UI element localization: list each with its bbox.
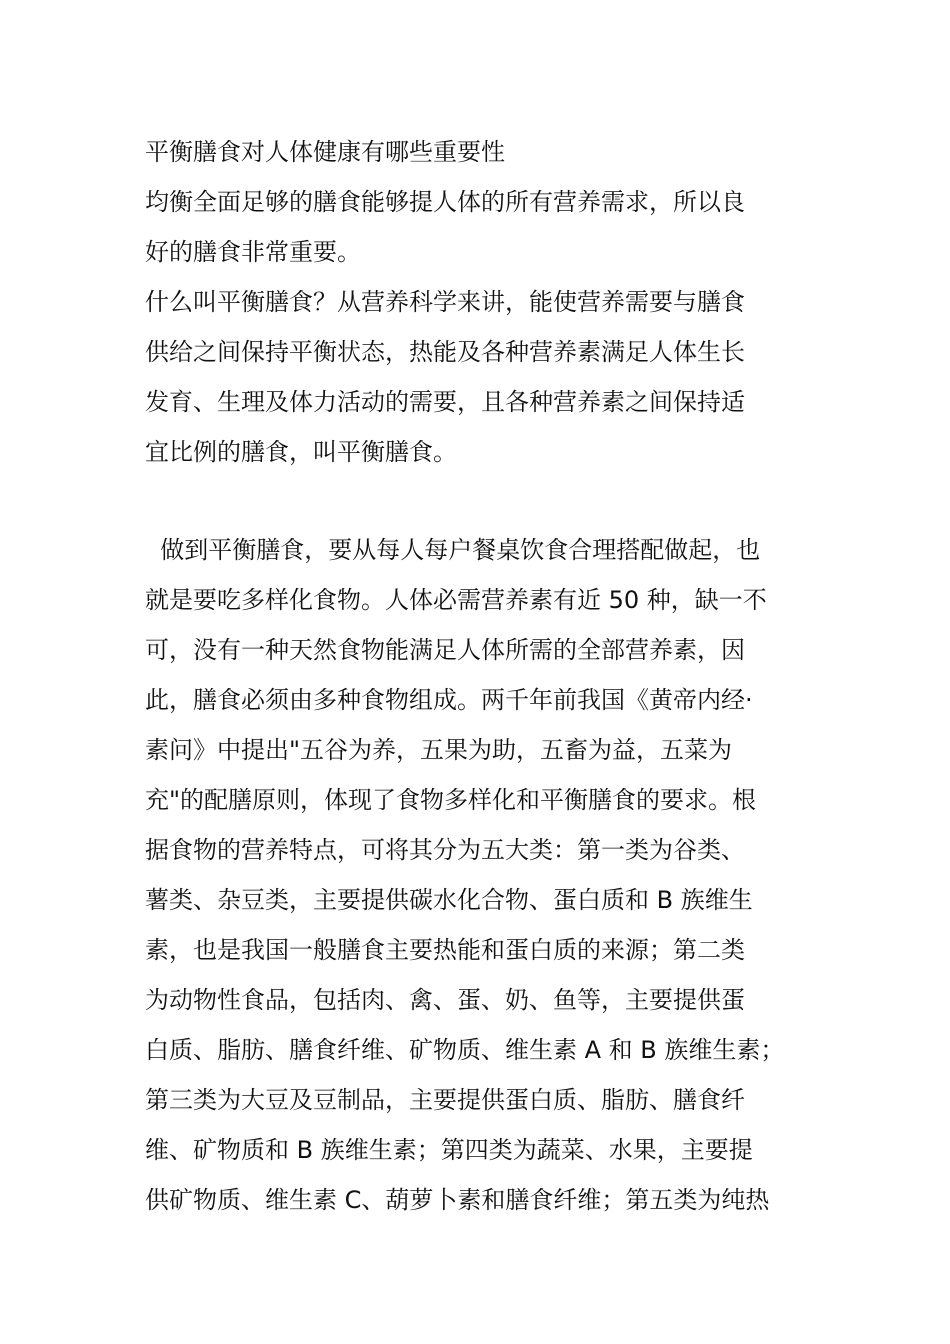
- paragraph-line: 素问》中提出"五谷为养，五果为助，五畜为益，五菜为: [145, 736, 733, 764]
- paragraph-line: 维、矿物质和 B 族维生素；第四类为蔬菜、水果，主要提: [145, 1136, 753, 1164]
- paragraph-line: 可，没有一种天然食物能满足人体所需的全部营养素，因: [145, 636, 745, 664]
- paragraph-line: 宜比例的膳食，叫平衡膳食。: [145, 438, 457, 466]
- paragraph-line: 供给之间保持平衡状态，热能及各种营养素满足人体生长: [145, 338, 745, 366]
- paragraph-line: 白质、脂肪、膳食纤维、矿物质、维生素 A 和 B 族维生素；: [145, 1036, 785, 1064]
- paragraph-line: 供矿物质、维生素 C、葫萝卜素和膳食纤维；第五类为纯热: [145, 1186, 770, 1214]
- paragraph-line: 发育、生理及体力活动的需要，且各种营养素之间保持适: [145, 388, 745, 416]
- paragraph-line: 均衡全面足够的膳食能够提人体的所有营养需求，所以良: [145, 188, 745, 216]
- paragraph-line: 薯类、杂豆类，主要提供碳水化合物、蛋白质和 B 族维生: [145, 886, 753, 914]
- paragraph-line: 素，也是我国一般膳食主要热能和蛋白质的来源；第二类: [145, 936, 745, 964]
- paragraph-line: 好的膳食非常重要。: [145, 238, 361, 266]
- paragraph-line: 据食物的营养特点，可将其分为五大类：第一类为谷类、: [145, 836, 745, 864]
- paragraph-line: 就是要吃多样化食物。人体必需营养素有近 50 种，缺一不: [145, 586, 767, 614]
- paragraph-line: 做到平衡膳食，要从每人每户餐桌饮食合理搭配做起，也: [145, 536, 761, 564]
- paragraph-line: 此，膳食必须由多种食物组成。两千年前我国《黄帝内经·: [145, 686, 753, 714]
- paragraph-line: 第三类为大豆及豆制品，主要提供蛋白质、脂肪、膳食纤: [145, 1086, 745, 1114]
- paragraph-line: 什么叫平衡膳食？从营养科学来讲，能使营养需要与膳食: [145, 288, 745, 316]
- paragraph-line: 为动物性食品，包括肉、禽、蛋、奶、鱼等，主要提供蛋: [145, 986, 745, 1014]
- paragraph-line: 充"的配膳原则，体现了食物多样化和平衡膳食的要求。根: [145, 786, 757, 814]
- document-title: 平衡膳食对人体健康有哪些重要性: [145, 138, 505, 166]
